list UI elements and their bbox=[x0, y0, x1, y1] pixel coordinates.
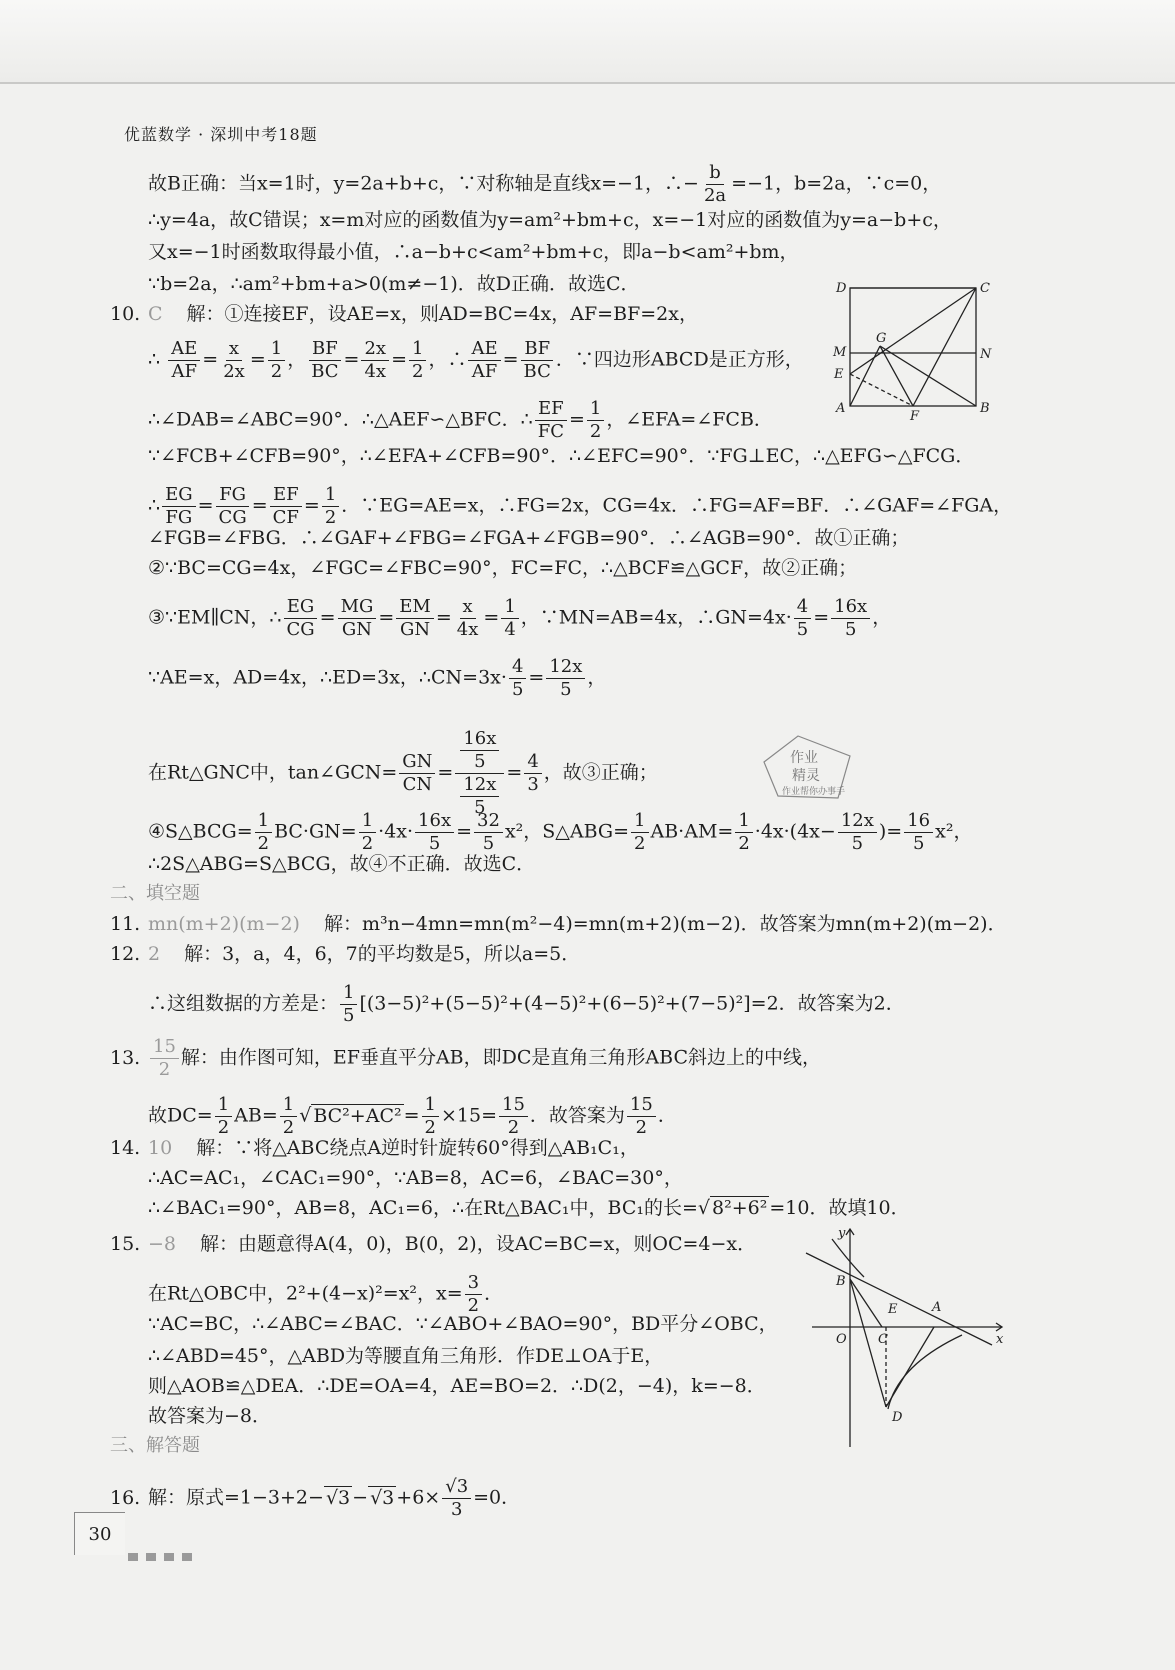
text-line: 故DC= $\frac{1}{2}$ AB= $\frac{1}{2}$ √ BC²+AC² = $\frac{1}{2}$ ×15= $\frac{15}{2}$ ．故答案为 $\frac{15}{2}$ ． bbox=[148, 1094, 677, 1138]
text-line: 又x=−1时函数取得最小值，∴a−b+c<am²+bm+c，即a−b<am²+bm， bbox=[148, 241, 799, 263]
fraction: $\frac{16x}{5}$ bbox=[415, 810, 454, 855]
text-line: ∴∠DAB=∠ABC=90°．∴△AEF∽△BFC．∴ $\frac{EF}{FC}$ = $\frac{1}{2}$ ，∠EFA=∠FCB． bbox=[148, 398, 773, 442]
section-heading: 二、填空题 bbox=[110, 883, 200, 904]
label-y: y bbox=[838, 1226, 846, 1241]
text-line: 在Rt△OBC中，2²+(4−x)²=x²，x= $\frac{3}{2}$ ． bbox=[148, 1272, 504, 1316]
fraction: $\frac{GN}{CN}$ bbox=[399, 751, 435, 796]
label-e: E bbox=[888, 1302, 898, 1317]
hyperbola-branch bbox=[888, 1335, 962, 1409]
fraction: $\frac{1}{2}$ bbox=[587, 398, 604, 443]
text-line: ②∵BC=CG=4x，∠FGC=∠FBC=90°，FC=FC，∴△BCF≌△GCF，故②正确； bbox=[148, 557, 858, 579]
coordinate-figure bbox=[802, 1225, 1012, 1447]
label-c: C bbox=[878, 1332, 888, 1347]
question-10-line1: 10. C 解：①连接EF，设AE=x，则AD=BC=4x，AF=BF=2x， bbox=[110, 303, 698, 325]
fraction: $\frac{12x}{5}$ bbox=[838, 810, 877, 855]
fraction: $\frac{4}{5}$ bbox=[509, 656, 526, 701]
line-ab bbox=[806, 1253, 992, 1345]
text-line: 故答案为−8． bbox=[148, 1405, 272, 1427]
fraction: $\frac{3}{2}$ bbox=[465, 1272, 482, 1317]
fraction: $\frac{x}{2x}$ bbox=[223, 338, 245, 382]
question-14: 14. 10 解：∵将△ABC绕点A逆时针旋转60°得到△AB₁C₁， bbox=[110, 1137, 639, 1159]
text-line: ∴这组数据的方差是： $\frac{1}{5}$ [(3−5)²+(5−5)²+(4−5)²+(6−5)²+(7−5)²]=2．故答案为2． bbox=[148, 982, 905, 1026]
fraction: $\frac{b}{2a}$ bbox=[703, 162, 727, 206]
fraction: $\frac{AE}{AF}$ bbox=[168, 338, 200, 383]
text-line: ∵∠FCB+∠CFB=90°，∴∠EFA+∠CFB=90°．∴∠EFC=90°．∵FG⊥EC，∴△EFG∽△FCG． bbox=[148, 445, 975, 467]
fraction: $\frac{4}{5}$ bbox=[794, 596, 811, 641]
page-header: 优蓝数学 · 深圳中考18题 bbox=[124, 125, 318, 144]
label-b: B bbox=[836, 1274, 846, 1289]
text-line: ∴AC=AC₁，∠CAC₁=90°，∵AB=8，AC=6，∠BAC=30°， bbox=[148, 1167, 683, 1189]
fraction: $\frac{1}{2}$ bbox=[215, 1094, 232, 1139]
label-c: C bbox=[980, 281, 990, 296]
fraction: $\frac{1}{2}$ bbox=[268, 338, 285, 383]
footer-decoration bbox=[128, 1546, 200, 1565]
text-line: ④S△BCG= $\frac{1}{2}$ BC·GN= $\frac{1}{2}$ ·4x· $\frac{16x}{5}$ = $\frac{32}{5}$ x²，S△ABG= $\frac{1}{2}$ AB·AM= $\frac{1}{2}$ ·4x·(4x− $\frac{12x}{5}$ )= $\frac{16}{5}$ x²， bbox=[148, 810, 973, 854]
fraction: $\frac{16}{5}$ bbox=[904, 810, 933, 855]
label-m: M bbox=[833, 345, 847, 360]
fraction: $\frac{MG}{GN}$ bbox=[338, 596, 377, 641]
text-line: 故B正确：当x=1时，y=2a+b+c，∵对称轴是直线x=−1，∴− $\frac{b}{2a}$ =−1，b=2a，∵c=0， bbox=[148, 162, 942, 206]
fraction: $\frac{BF}{BC}$ bbox=[308, 338, 341, 383]
text-line: ∠FGB=∠FBG．∴∠GAF+∠FBG=∠FGA+∠FGB=90°．∴∠AGB=90°．故①正确； bbox=[148, 527, 910, 549]
text-line: ∴∠BAC₁=90°，AB=8，AC₁=6，∴在Rt△BAC₁中，BC₁的长=√ 8²+6² =10．故填10． bbox=[148, 1197, 910, 1219]
fraction: $\frac{1}{2}$ bbox=[322, 484, 339, 529]
text-line: ∵AC=BC，∴∠ABC=∠BAC．∵∠ABO+∠BAO=90°，BD平分∠OBC， bbox=[148, 1313, 778, 1335]
label-d: D bbox=[836, 281, 847, 296]
fraction: $\frac{1}{2}$ bbox=[735, 810, 752, 855]
watermark-stamp bbox=[758, 732, 854, 804]
text-line: ∴y=4a，故C错误；x=m对应的函数值为y=am²+bm+c，x=−1对应的函数值为y=a−b+c， bbox=[148, 209, 952, 231]
fraction: $\frac{x}{4x}$ bbox=[456, 596, 479, 640]
segment-ce bbox=[850, 288, 976, 374]
label-f: F bbox=[910, 409, 920, 420]
fraction: $\frac{1}{2}$ bbox=[422, 1094, 439, 1139]
square-abcd bbox=[850, 288, 976, 406]
label-e: E bbox=[834, 367, 844, 382]
label-g: G bbox=[876, 331, 887, 346]
text-line: ∴2S△ABG=S△BCG，故④不正确．故选C． bbox=[148, 853, 536, 875]
fraction: $\frac{1}{5}$ bbox=[340, 982, 357, 1027]
stamp-text-2: 精灵 bbox=[792, 768, 820, 784]
question-16: 16. 解：原式=1−3+2− √3 − √3 +6× $\frac{√3}{3}$ =0． bbox=[110, 1476, 521, 1520]
square-figure bbox=[828, 280, 998, 420]
stamp-text-1: 作业 bbox=[790, 750, 818, 766]
question-15: 15. −8 解：由题意得A(4，0)，B(0，2)，设AC=BC=x，则OC=4−x． bbox=[110, 1233, 757, 1255]
fraction: $\frac{4}{3}$ bbox=[524, 751, 541, 796]
text-line: ∵AE=x，AD=4x，∴ED=3x，∴CN=3x· $\frac{4}{5}$ = $\frac{12x}{5}$ ， bbox=[148, 656, 607, 700]
segment-ag bbox=[850, 346, 880, 406]
answer: −8 bbox=[148, 1233, 177, 1255]
fraction: $\frac{AE}{AF}$ bbox=[468, 338, 500, 383]
fraction: $\frac{2x}{4x}$ bbox=[361, 338, 389, 383]
text-line: ∴∠ABD=45°，△ABD为等腰直角三角形．作DE⊥OA于E， bbox=[148, 1345, 664, 1367]
fraction: $\frac{BF}{BC}$ bbox=[521, 338, 554, 383]
label-d: D bbox=[892, 1410, 903, 1425]
question-11: 11. mn(m+2)(m−2) 解：m³n−4mn=mn(m²−4)=mn(m+2)(m−2)．故答案为mn(m+2)(m−2)． bbox=[110, 913, 1007, 935]
label-a: A bbox=[836, 401, 846, 416]
fraction: $\frac{EG}{CG}$ bbox=[283, 596, 317, 641]
label-x: x bbox=[996, 1332, 1004, 1347]
fraction: $\frac{EF}{FC}$ bbox=[535, 398, 567, 443]
fraction: $\frac{FG}{CG}$ bbox=[216, 484, 250, 529]
fraction: $\frac{1}{4}$ bbox=[501, 596, 518, 641]
fraction: $\frac{1}{2}$ bbox=[409, 338, 426, 383]
fraction: $\frac{1}{2}$ bbox=[631, 810, 648, 855]
scan-top-band bbox=[0, 0, 1175, 84]
label-n: N bbox=[980, 347, 992, 362]
answer: 2 bbox=[148, 943, 161, 965]
fraction: $\frac{1}{2}$ bbox=[255, 810, 272, 855]
fraction: $\frac{EF}{CF}$ bbox=[270, 484, 302, 529]
fraction: $\frac{16x}{5}$ bbox=[831, 596, 870, 641]
page-number: 30 bbox=[74, 1512, 125, 1555]
fraction: $\frac{EM}{GN}$ bbox=[396, 596, 434, 641]
label-a: A bbox=[932, 1300, 942, 1315]
fraction: $\frac{32}{5}$ bbox=[474, 810, 503, 855]
label-o: O bbox=[836, 1332, 847, 1347]
segment-cf bbox=[913, 288, 976, 406]
text-line: ∴ $\frac{AE}{AF}$ = $\frac{x}{2x}$ = $\frac{1}{2}$ ， $\frac{BF}{BC}$ = $\frac{2x}{4x}$ = $\frac{1}{2}$ ，∴ $\frac{AE}{AF}$ = $\frac{BF}{BC}$ ．∵四边形ABCD是正方形， bbox=[148, 338, 804, 382]
text-line: ∴ $\frac{EG}{FG}$ = $\frac{FG}{CG}$ = $\frac{EF}{CF}$ = $\frac{1}{2}$ ．∵EG=AE=x，∴FG=2x，CG=4x．∴FG=AF=BF．∴∠GAF=∠FGA， bbox=[148, 484, 1013, 528]
answer: 10 bbox=[148, 1137, 173, 1159]
fraction: $\frac{1}{2}$ bbox=[280, 1094, 297, 1139]
section-heading: 三、解答题 bbox=[110, 1435, 200, 1456]
segment-bc bbox=[850, 1279, 882, 1327]
text-line: ∵b=2a，∴am²+bm+a>0(m≠−1)．故D正确．故选C． bbox=[148, 273, 640, 295]
question-13: 13. $\frac{15}{2}$ 解：由作图可知，EF垂直平分AB，即DC是直角三角形ABC斜边上的中线， bbox=[110, 1036, 821, 1080]
answer: $\frac{15}{2}$ bbox=[150, 1036, 179, 1081]
fraction: $\frac{EG}{FG}$ bbox=[162, 484, 196, 529]
text-line: 则△AOB≌△DEA．∴DE=OA=4，AE=BO=2．∴D(2，−4)，k=−8． bbox=[148, 1375, 766, 1397]
question-12: 12. 2 解：3，a，4，6，7的平均数是5，所以a=5． bbox=[110, 943, 581, 965]
answer: C bbox=[148, 303, 163, 325]
text-line: 在Rt△GNC中，tan∠GCN= $\frac{GN}{CN}$ = $\frac{\frac{16x}{5}}{\frac{12x}{5}}$ = $\frac{4}{3}$ ，故③正确； bbox=[148, 728, 658, 818]
fraction: $\frac{12x}{5}$ bbox=[546, 656, 585, 701]
fraction: $\frac{15}{2}$ bbox=[627, 1094, 656, 1139]
fraction: $\frac{1}{2}$ bbox=[359, 810, 376, 855]
answer: mn(m+2)(m−2) bbox=[148, 913, 300, 935]
text-line: ③∵EM∥CN，∴ $\frac{EG}{CG}$ = $\frac{MG}{GN}$ = $\frac{EM}{GN}$ = $\frac{x}{4x}$ = $\frac{1}{4}$ ，∵MN=AB=4x，∴GN=4x· $\frac{4}{5}$ = $\frac{16x}{5}$ ， bbox=[148, 596, 892, 640]
compound-fraction: $\frac{\frac{16x}{5}}{\frac{12x}{5}}$ bbox=[455, 728, 504, 819]
fraction: $\frac{15}{2}$ bbox=[499, 1094, 528, 1139]
stamp-text-3: 作业帮你办事手 bbox=[782, 787, 846, 797]
label-b: B bbox=[980, 401, 990, 416]
fraction: $\frac{√3}{3}$ bbox=[442, 1476, 471, 1521]
